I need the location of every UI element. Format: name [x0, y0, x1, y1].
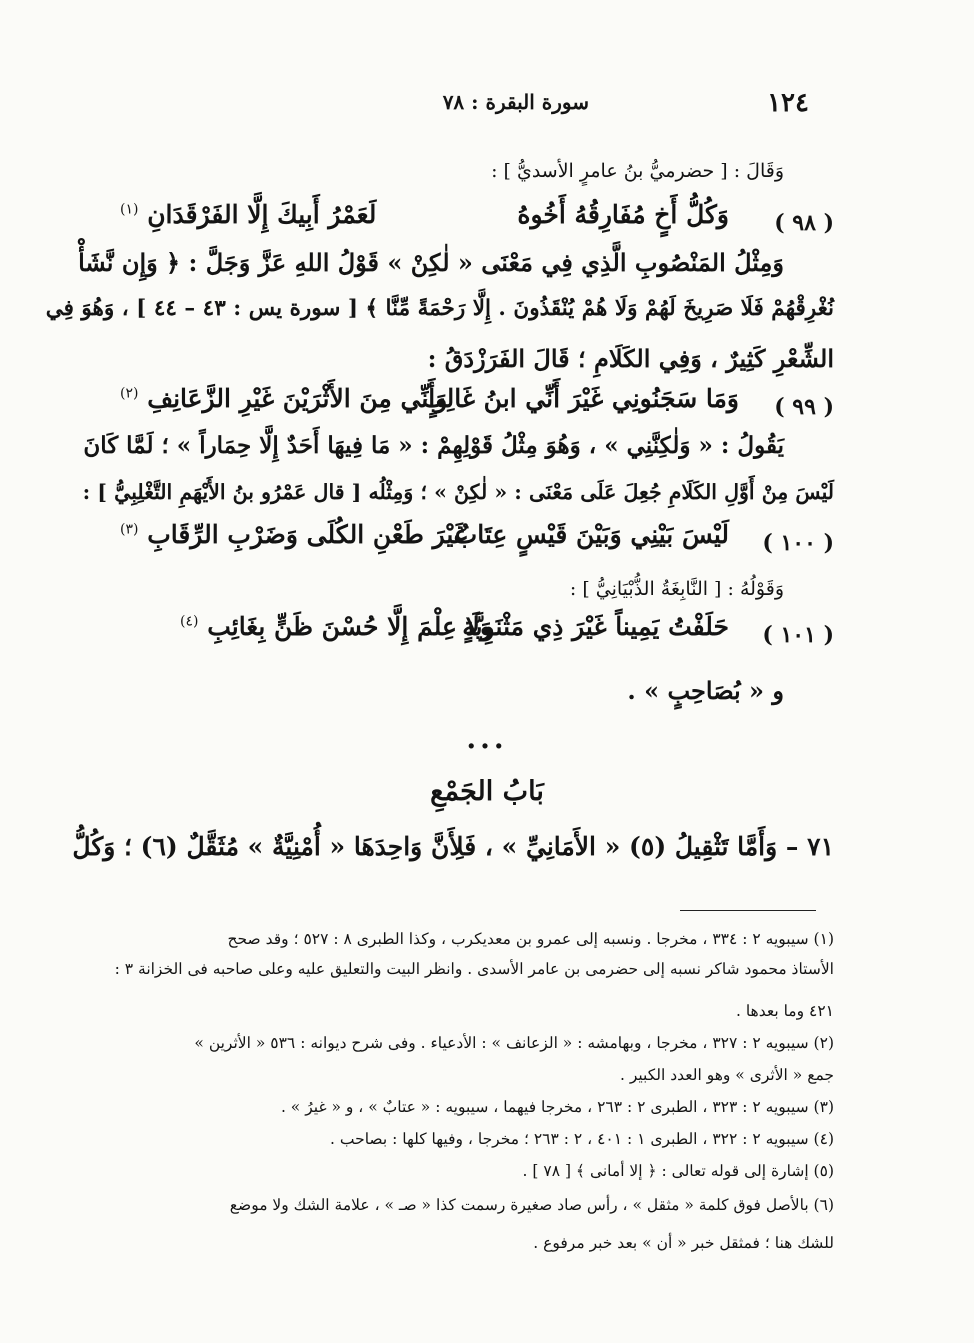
- entry-71: [72, 832, 834, 861]
- prose-line: و « بُصَاحِبٍ » .: [627, 676, 784, 705]
- poet-intro: وَقَالَ : [ حضرميُّ بنُ عامرٍ الأسديُّ ] :: [491, 160, 784, 182]
- verse-second-hemistich: لَعَمْرُ أَبِيكَ إِلَّا الفَرْقَدَانِ $^{(١)}$: [120, 200, 377, 229]
- footnote-line: ٤٢١ وما بعدها .: [735, 1002, 834, 1020]
- verse-101: [120, 612, 834, 656]
- prose-line: يَقُولُ : « وَلٰكِنَّنِي » ، وَهُوَ مِثْلُ قَوْلِهِمْ : « مَا فِيهَا أَحَدٌ إِلَّا حِمَاراً » ؛ لَمَّا كَانَ: [83, 432, 784, 459]
- footnote-line: (٣) سيبويه ٢ : ٣٢٣ ، الطبرى ٢ : ٢٦٣ ، مخرجا فيهما ، سيبويه : « عتابٌ » ، و « غيرُ » .: [280, 1098, 834, 1116]
- section-separator: ...: [466, 722, 508, 755]
- entry-text: وَأَمَّا تَثْقِيلُ (٥) « الأَمَانِيِّ » ، فَلِأَنَّ وَاحِدَهَا « أُمْنِيَّةٌ » مُثَقَّلٌ (٦) ؛ وَكُلُّ: [72, 832, 778, 861]
- verse-second-hemistich: وَأَنِّي مِنَ الأَثْرَيْنَ غَيْرِ الزَّعَانِفِ $^{(٢)}$: [120, 384, 448, 413]
- footnote-marker: (١): [120, 201, 139, 218]
- footnote-marker: (٣): [120, 521, 139, 538]
- verse-98: [120, 200, 834, 244]
- prose-line: لَيْسَ مِنْ أَوَّلِ الكَلَامِ جُعِلَ عَلَى مَعْنَى : « لٰكِنْ » ؛ وَمِثْلُه [ قال عَمْرُو بنُ الأَيْهَمِ التَّغْلِبِيُّ ] :: [82, 480, 834, 504]
- footnote-marker: (٢): [120, 385, 139, 402]
- verse-99: [120, 384, 834, 428]
- footnote-line: الأستاذ محمود شاكر نسبه إلى حضرمى بن عامر الأسدى . وانظر البيت والتعليق عليه وعلى صاحبه فى الخزانة ٣ :: [114, 960, 834, 978]
- footnote-marker: (٤): [180, 613, 199, 630]
- page-number: ١٢٤: [767, 88, 809, 118]
- prose-line: نُغْرِقْهُمْ فَلَا صَرِيخَ لَهُمْ وَلَا هُمْ يُنْقَذُونَ . إِلَّا رَحْمَةً مِّنَّا ﴾ [ سورة يس : ٤٣ – ٤٤ ] ، وَهُوَ فِي: [45, 296, 834, 321]
- footnote-line: (٦) بالأصل فوق كلمة « مثقل » ، رأس صاد صغيرة رسمت كذا « صـ » ، علامة الشك ولا موضع: [229, 1196, 834, 1214]
- poet-intro: وَقَوْلُهُ : [ النَّابِغَةُ الذُّبْيَانِيُّ ] :: [569, 578, 784, 600]
- verse-first-hemistich: لَيْسَ بَيْنِي وَبَيْنَ قَيْسٍ عِتَابٌ: [453, 520, 729, 549]
- entry-number: ٧١ –: [785, 832, 834, 861]
- prose-line: الشِّعْرِ كَثِيرٌ ، وَفِي الكَلَامِ ؛ قَالَ الفَرَزْدَقُ :: [427, 344, 834, 373]
- footnote-line: (١) سيبويه ٢ : ٣٣٤ ، مخرجا . ونسبه إلى عمرو بن معديكرب ، وكذا الطبرى ٨ : ٥٢٧ ؛ وقد صحح: [227, 930, 834, 948]
- chapter-title: بَابُ الجَمْعِ: [430, 776, 544, 807]
- verse-first-hemistich: وَكُلُّ أَخٍ مُفَارِقُهُ أَخُوهُ: [517, 200, 729, 229]
- footnote-line: جمع « الأثرى » وهو العدد الكبير .: [619, 1066, 834, 1084]
- verse-number: ( ٩٩ ): [774, 394, 834, 420]
- verse-second-hemistich: وَلَا عِلْمَ إِلَّا حُسْنَ ظَنٍّ بِغَائِبِ $^{(٤)}$: [180, 612, 492, 641]
- prose-line: وَمِثْلُ المَنْصُوبِ الَّذِي فِي مَعْنَى « لٰكِنْ » قَوْلُ اللهِ عَزَّ وَجَلَّ : ﴿ وَإِن نَّشَأْ: [78, 248, 784, 277]
- verse-second-hemistich: غَيْرَ طَعْنِ الكُلَى وَضَرْبِ الرِّقَابِ $^{(٣)}$: [120, 520, 467, 549]
- verse-first-hemistich: وَمَا سَجَنُونِي غَيْرَ أَنِّي ابنُ غَالِبٍ: [422, 384, 739, 413]
- surah-reference: سورة البقرة : ٧٨: [442, 90, 589, 114]
- footnote-line: (٥) إشارة إلى قوله تعالى : ﴿ إلا أمانى ﴾ [ ٧٨ ] .: [522, 1162, 834, 1180]
- footnote-line: للشك هنا ؛ فمثقل خبر « أن » بعد خبر مرفوع .: [533, 1234, 834, 1252]
- footnote-rule: [680, 910, 816, 911]
- verse-number: ( ٩٨ ): [774, 210, 834, 236]
- footnote-line: (٢) سيبويه ٢ : ٣٢٧ ، مخرجا ، وبهامشه : « الزعانف » : الأدعياء . وفى شرح ديوانه : ٥٣٦ « الأثرين »: [194, 1034, 834, 1052]
- verse-number: ( ١٠٠ ): [762, 530, 834, 556]
- verse-100: [120, 520, 834, 564]
- verse-first-hemistich: حَلَفْتُ يَمِيناً غَيْرَ ذِي مَثْنَوِيَّةٍ: [462, 612, 729, 641]
- footnote-line: (٤) سيبويه ٢ : ٣٢٢ ، الطبرى ١ : ٤٠١ ، ٢ : ٢٦٣ ؛ مخرجا ، وفيها كلها : بصاحب .: [330, 1130, 834, 1148]
- verse-number: ( ١٠١ ): [762, 622, 834, 648]
